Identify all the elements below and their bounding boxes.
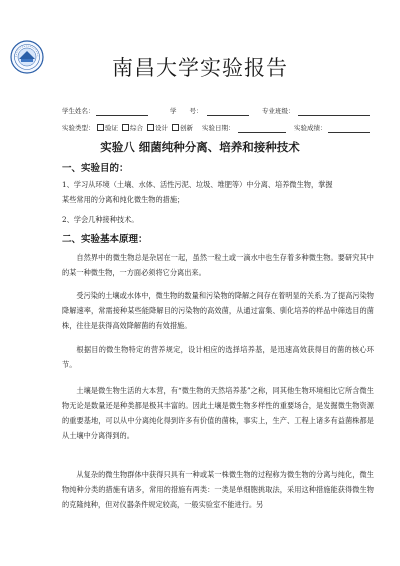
experiment-date-field[interactable] [238, 132, 286, 133]
student-id-field[interactable] [207, 115, 249, 116]
report-title: 南昌大学实验报告 [112, 56, 288, 80]
experiment-score-field[interactable] [328, 132, 370, 133]
objective-item-1-line-1: 1、学习从环境（土壤、水体、活性污泥、垃圾、堆肥等）中分离、培养微生物，掌握 [62, 180, 333, 189]
major-class-field[interactable] [298, 115, 370, 116]
experiment-type-label: 实验类型： [62, 124, 95, 132]
section-objective-heading: 一、实验目的： [62, 163, 129, 174]
experiment-score-label: 实验成绩： [294, 124, 327, 132]
experiment-info-row [62, 123, 372, 135]
checkbox-icon [97, 124, 104, 131]
type-option-comprehensive[interactable]: 综合 [122, 123, 143, 132]
principle-paragraph-3: 根据目的微生物特定的营养规定，设计相应的选择培养基，是迅速高效获得目的菌的核心环节。 [62, 345, 374, 369]
principle-paragraph-4: 土壤是微生物生活的大本营，有“微生物的天然培养基”之称，同其他生物环境相比它所含微生物无论是数量还是种类都是极其丰富的。因此土壤是微生物多样性的重要场合，是发掘微生物资源的重要基地，可以从中分离纯化得到许多有价值的菌株，事实上，生产、工程上诸多有益菌株都是从土壤中分离得到的。 [62, 386, 374, 440]
objective-item-1-line-2: 某些常用的分离和纯化微生物的措施； [62, 195, 185, 204]
principle-paragraph-2: 受污染的土壤或水体中，微生物的数量和污染物的降解之间存在着明显的关系.为了提高污染物降解速率，常需接种某些能降解目的污染物的高效菌，从通过富集、驯化培养的样品中筛选目的菌株，往往是获得高效降解菌的有效措施。 [62, 291, 374, 330]
principle-paragraph-1: 自然界中的微生物总是杂居在一起，虽然一粒土或一滴水中也生存着多种微生物。要研究其中的某一种微生物，一方面必须将它分离出来。 [62, 253, 374, 277]
major-class-label: 专业班级： [262, 107, 295, 115]
checkbox-icon [122, 124, 129, 131]
student-name-label: 学生姓名： [62, 107, 95, 115]
student-name-field[interactable] [96, 115, 148, 116]
experiment-date-label: 实验日期： [202, 124, 235, 132]
checkbox-icon [172, 124, 179, 131]
section-principle-heading: 二、实验基本原理： [62, 234, 148, 245]
checkbox-icon [147, 124, 154, 131]
student-info-row [62, 106, 372, 118]
objective-item-2: 2、学会几种接种技术。 [62, 215, 139, 224]
type-option-design[interactable]: 设计 [147, 123, 168, 132]
student-id-label: 学 号： [170, 107, 203, 115]
experiment-title: 实验八 细菌纯种分离、培养和接种技术 [100, 140, 300, 154]
type-option-innovate[interactable]: 创新 [172, 123, 193, 132]
principle-paragraph-5: 从复杂的微生物群体中获得只具有一种或某一株微生物的过程称为微生物的分离与纯化，微生物纯种分类的措施有诸多，常用的措施有两类：一类是单细胞挑取法，采用这种措施能获得微生物的克隆纯种，但对仪器条件规定较高，一般实验室不能进行。另 [62, 470, 374, 509]
type-option-verify[interactable]: 验证 [97, 123, 118, 132]
